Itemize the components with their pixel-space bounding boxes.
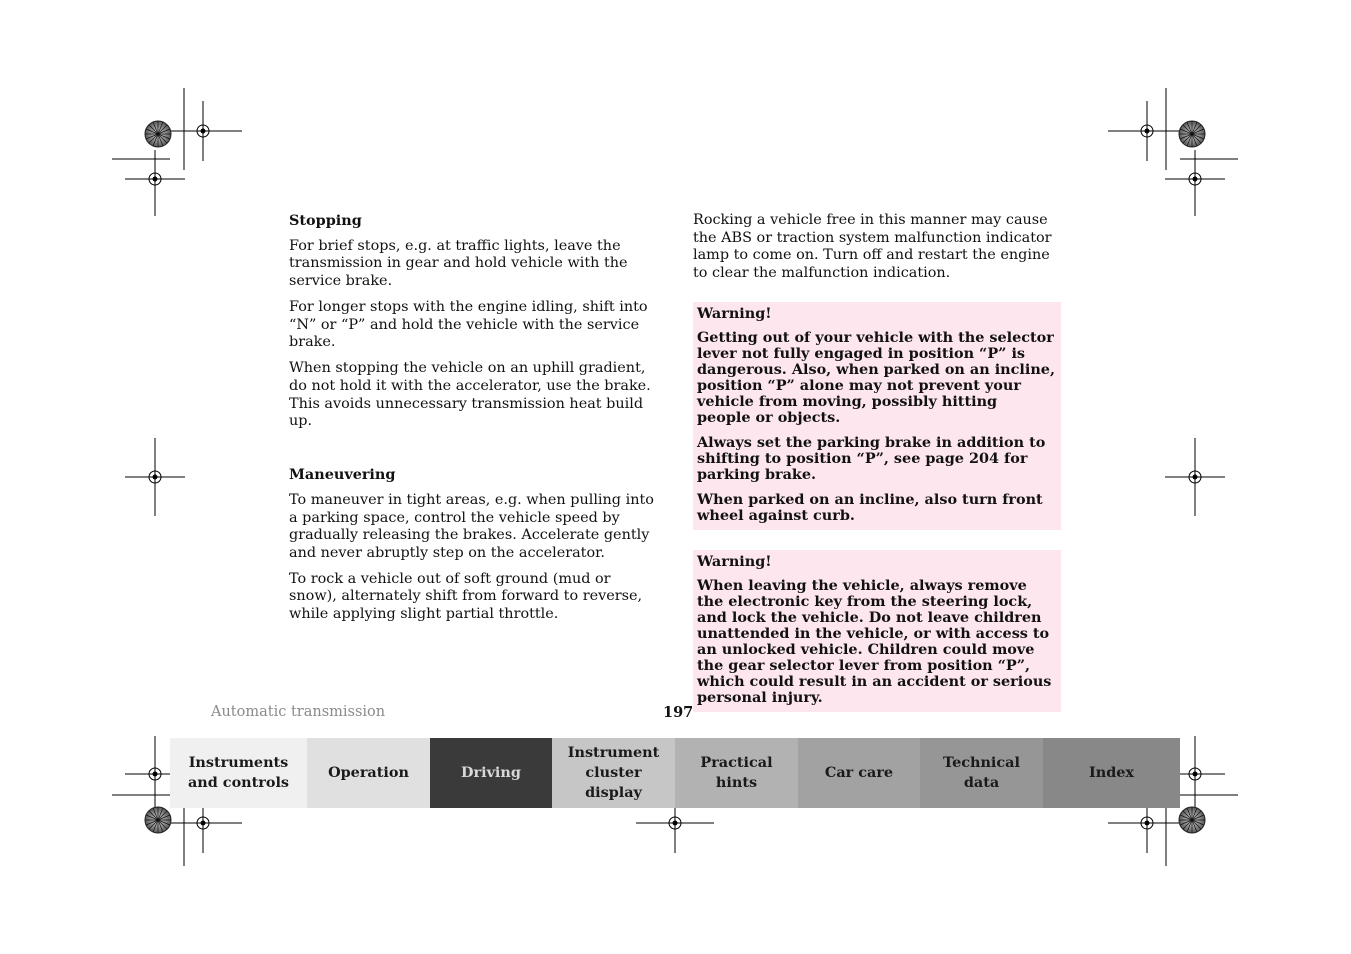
rocking-intro-paragraph: Rocking a vehicle free in this manner may cause the ABS or traction system malfunction indicator lamp to come on. Turn off and restart the engine to clear the malfunction indication. — [693, 212, 1052, 281]
stopping-paragraph-1: For brief stops, e.g. at traffic lights, leave the transmission in gear and hold vehicle with the service brake. — [289, 237, 628, 289]
tab-operation[interactable] — [307, 738, 430, 808]
chapter-navigation — [170, 738, 1180, 808]
section-label: Automatic transmission — [211, 704, 386, 720]
warning-box-parking — [693, 302, 1061, 530]
tab-practical-hints[interactable] — [675, 738, 798, 808]
right-column — [693, 212, 1061, 712]
tab-label: Instruments and controls — [187, 754, 290, 791]
tab-label: Instrument cluster display — [567, 744, 660, 801]
page-number: 197 — [663, 704, 694, 721]
tab-technical-data[interactable] — [920, 738, 1043, 808]
warning-text: Always set the parking brake in addition to shifting to position “P”, see page 204 for parking brake. — [697, 434, 1046, 484]
stopping-paragraph-3: When stopping the vehicle on an uphill gradient, do not hold it with the accelerator, use the brake. This avoids unnecessary transmission heat build up. — [289, 360, 651, 430]
warning-title: Warning! — [697, 553, 772, 571]
maneuvering-heading: Maneuvering — [289, 466, 396, 484]
tab-label: Practical hints — [700, 754, 773, 791]
maneuvering-paragraph-1: To maneuver in tight areas, e.g. when pulling into a parking space, control the vehicle speed by gradually releasing the brakes. Accelerate gently and never abruptly step on the accelerator. — [289, 491, 654, 561]
section-gap — [289, 439, 661, 466]
tab-driving[interactable] — [430, 738, 552, 808]
tab-car-care[interactable] — [798, 738, 920, 808]
maneuvering-paragraph-2: To rock a vehicle out of soft ground (mud or snow), alternately shift from forward to reverse, while applying slight partial throttle. — [289, 570, 643, 623]
tab-label: Technical data — [943, 754, 1020, 791]
tab-instrument-cluster-display[interactable] — [552, 738, 675, 808]
warning-text: Getting out of your vehicle with the selector lever not fully engaged in position “P” is dangerous. Also, when parked on an incline, position “P” alone may not prevent your vehicle from moving, possibly hitting people or objects. — [697, 329, 1055, 427]
tab-label: Driving — [461, 764, 521, 781]
warning-title: Warning! — [697, 305, 772, 323]
tab-label: Operation — [328, 764, 409, 781]
warning-text: When leaving the vehicle, always remove the electronic key from the steering lock, and lock the vehicle. Do not leave children unattended in the vehicle, or with access to an unlocked vehicle. Children could move the gear selector lever from position “P”, which could result in an accident or serious personal injury. — [697, 577, 1052, 707]
stopping-paragraph-2: For longer stops with the engine idling, shift into “N” or “P” and hold the vehicle with the service brake. — [289, 298, 648, 351]
left-column — [289, 212, 661, 632]
warning-text: When parked on an incline, also turn front wheel against curb. — [697, 491, 1043, 525]
warning-box-children — [693, 550, 1061, 712]
tab-label: Index — [1089, 764, 1134, 781]
tab-instruments-and-controls[interactable] — [170, 738, 307, 808]
tab-index[interactable] — [1043, 738, 1180, 808]
stopping-heading: Stopping — [289, 212, 362, 229]
tab-label: Car care — [824, 764, 894, 781]
